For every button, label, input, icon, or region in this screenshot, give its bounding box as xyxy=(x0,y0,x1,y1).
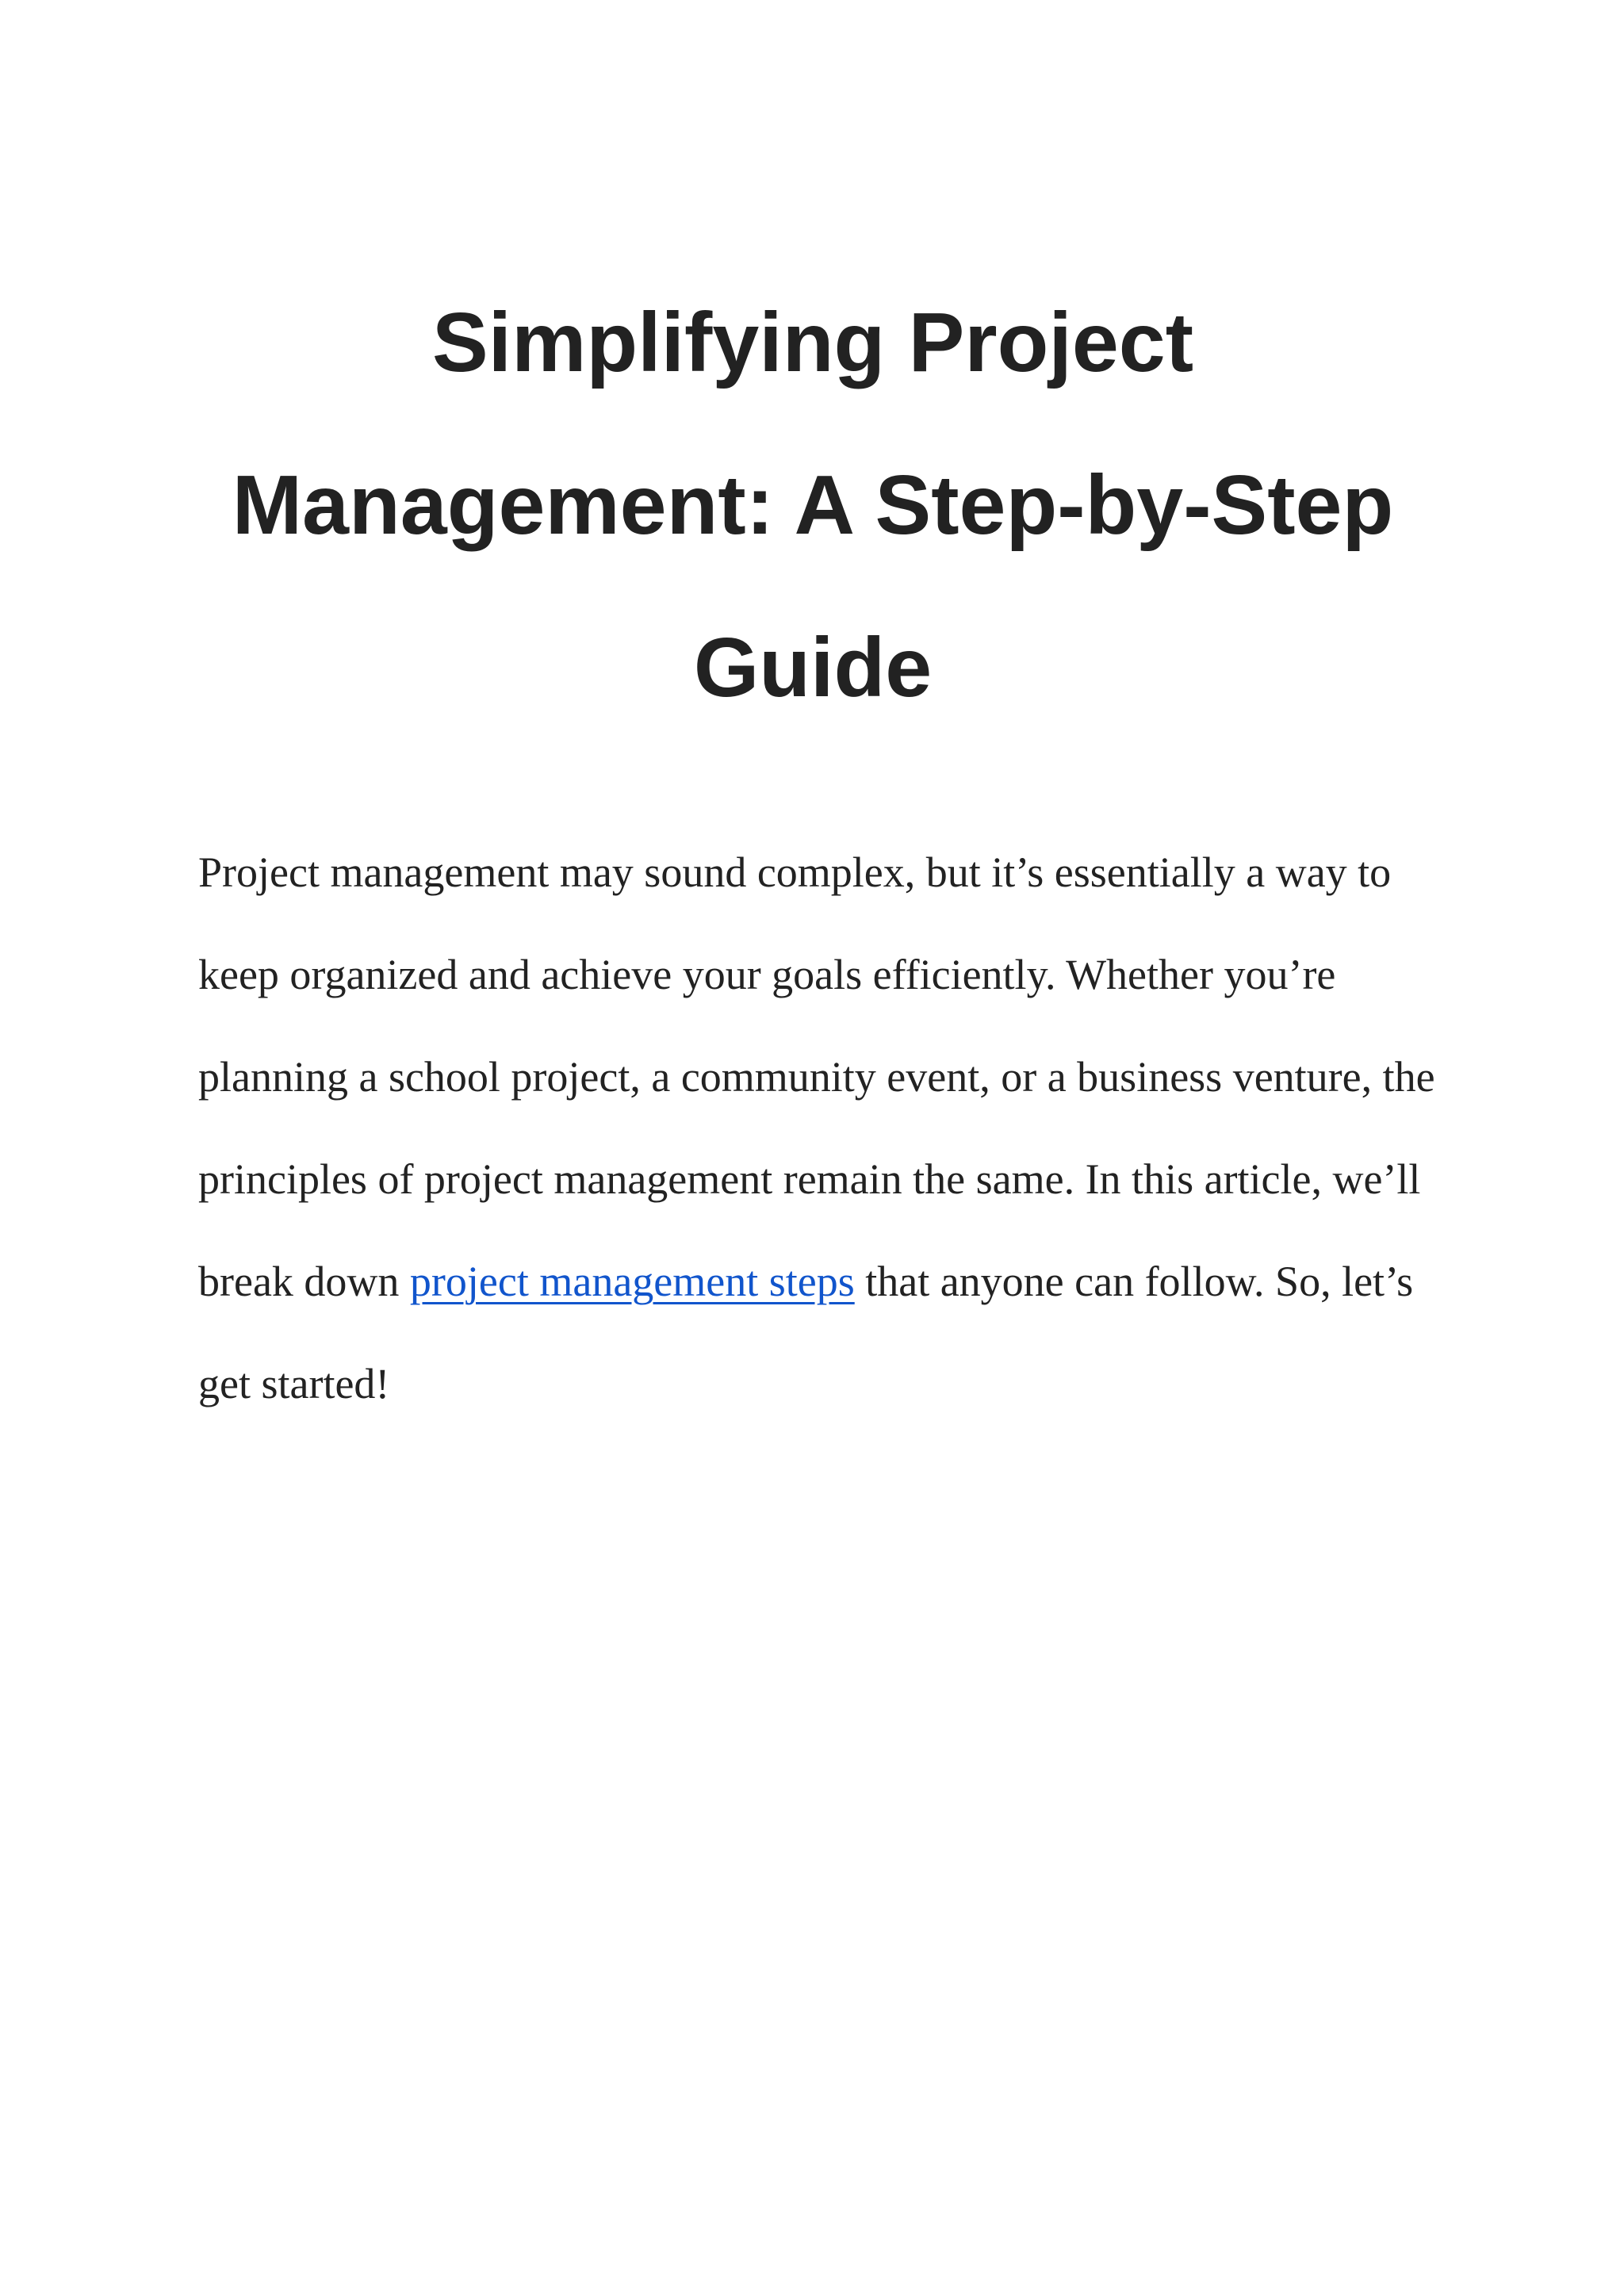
project-management-steps-link[interactable]: project management steps xyxy=(409,1258,855,1305)
intro-text-before-link: Project management may sound complex, but it’s essentially a way to keep organized and achieve your goals efficiently. Whether you’re planning a school project, a community event, or a business venture, the principles of project management remain the same. In this article, we’ll break down xyxy=(198,848,1435,1305)
intro-text-after-link: that anyone can follow. So, let’s get started! xyxy=(198,1258,1414,1407)
intro-paragraph xyxy=(198,821,1467,1435)
page-title: Simplifying Project Management: A Step-by-Step Guide xyxy=(232,296,1394,714)
